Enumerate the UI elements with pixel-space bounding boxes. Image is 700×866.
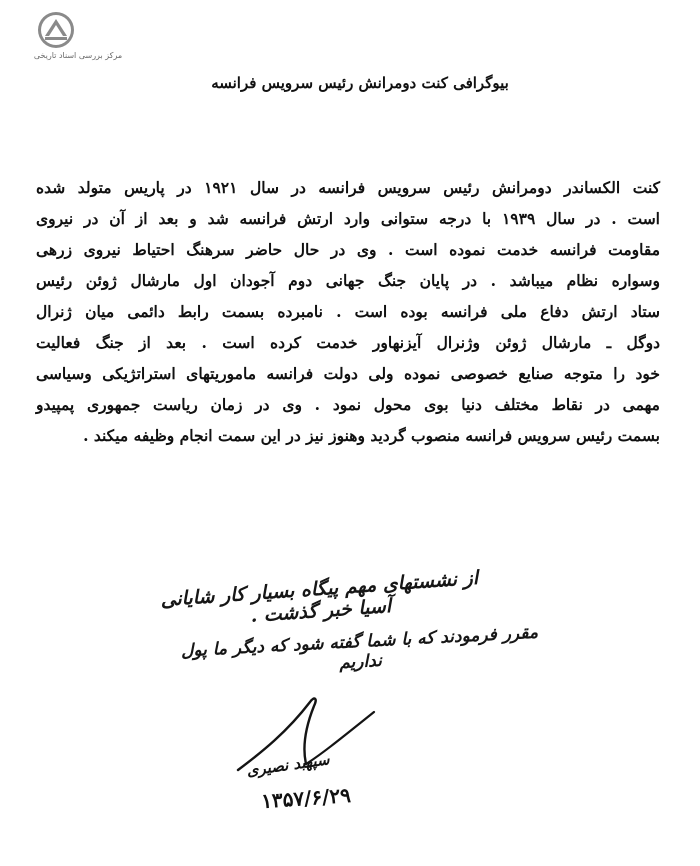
body-line: بسمت رئیس سرویس فرانسه منصوب گردید وهنوز نیز در این سمت انجام وظیفه میکند . bbox=[83, 426, 660, 445]
archive-logo-icon bbox=[36, 10, 76, 50]
body-line: دوگل ـ مارشال ژوئن وژنرال آیزنهاور خدمت کرده است . بعد از جنگ فعالیت bbox=[36, 333, 660, 352]
signature-date: ۱۳۵۷/۶/۲۹ bbox=[260, 782, 352, 814]
body-line: خود را متوجه صنایع خصوصی نموده ولی دولت فرانسه ماموریتهای استراتژیکی وسیاسی bbox=[36, 364, 660, 383]
body-line: کنت الکساندر دومرانش رئیس سرویس فرانسه در سال ۱۹۲۱ در پاریس متولد شده bbox=[36, 178, 660, 197]
handwritten-note-line-2: مقرر فرمودند که با شما گفته شود که دیگر ما پول نداریم bbox=[180, 622, 539, 674]
archive-watermark bbox=[22, 10, 134, 70]
signature-name: سپهبد نصیری bbox=[245, 750, 331, 780]
document-title: بیوگرافی کنت دومرانش رئیس سرویس فرانسه bbox=[211, 74, 509, 92]
body-line: است . در سال ۱۹۳۹ با درجه ستوانی وارد ارتش فرانسه شد و بعد از آن در نیروی bbox=[36, 209, 660, 228]
document-body bbox=[36, 172, 660, 451]
watermark-text: مرکز بررسی اسناد تاریخی bbox=[33, 51, 123, 60]
body-line: ستاد ارتش دفاع ملی فرانسه بوده است . نامبرده بسمت رابط دائمی میان ژنرال bbox=[36, 302, 660, 321]
body-line: مقاومت فرانسه خدمت نموده است . وی در حال حاضر سرهنگ احتیاط نیروی زرهی bbox=[36, 240, 660, 259]
body-line: وسواره نظام میباشد . در پایان جنگ جهانی دوم آجودان اول مارشال ژوئن رئیس bbox=[36, 271, 660, 290]
handwritten-note-line-1: از نشستهای مهم پیگاه بسیار کار شایانی آسیا خبر گذشت . bbox=[159, 566, 479, 627]
body-line: مهمی در نقاط مختلف دنیا بوی محول نمود . وی در زمان ریاست جمهوری پمپیدو bbox=[36, 395, 660, 414]
